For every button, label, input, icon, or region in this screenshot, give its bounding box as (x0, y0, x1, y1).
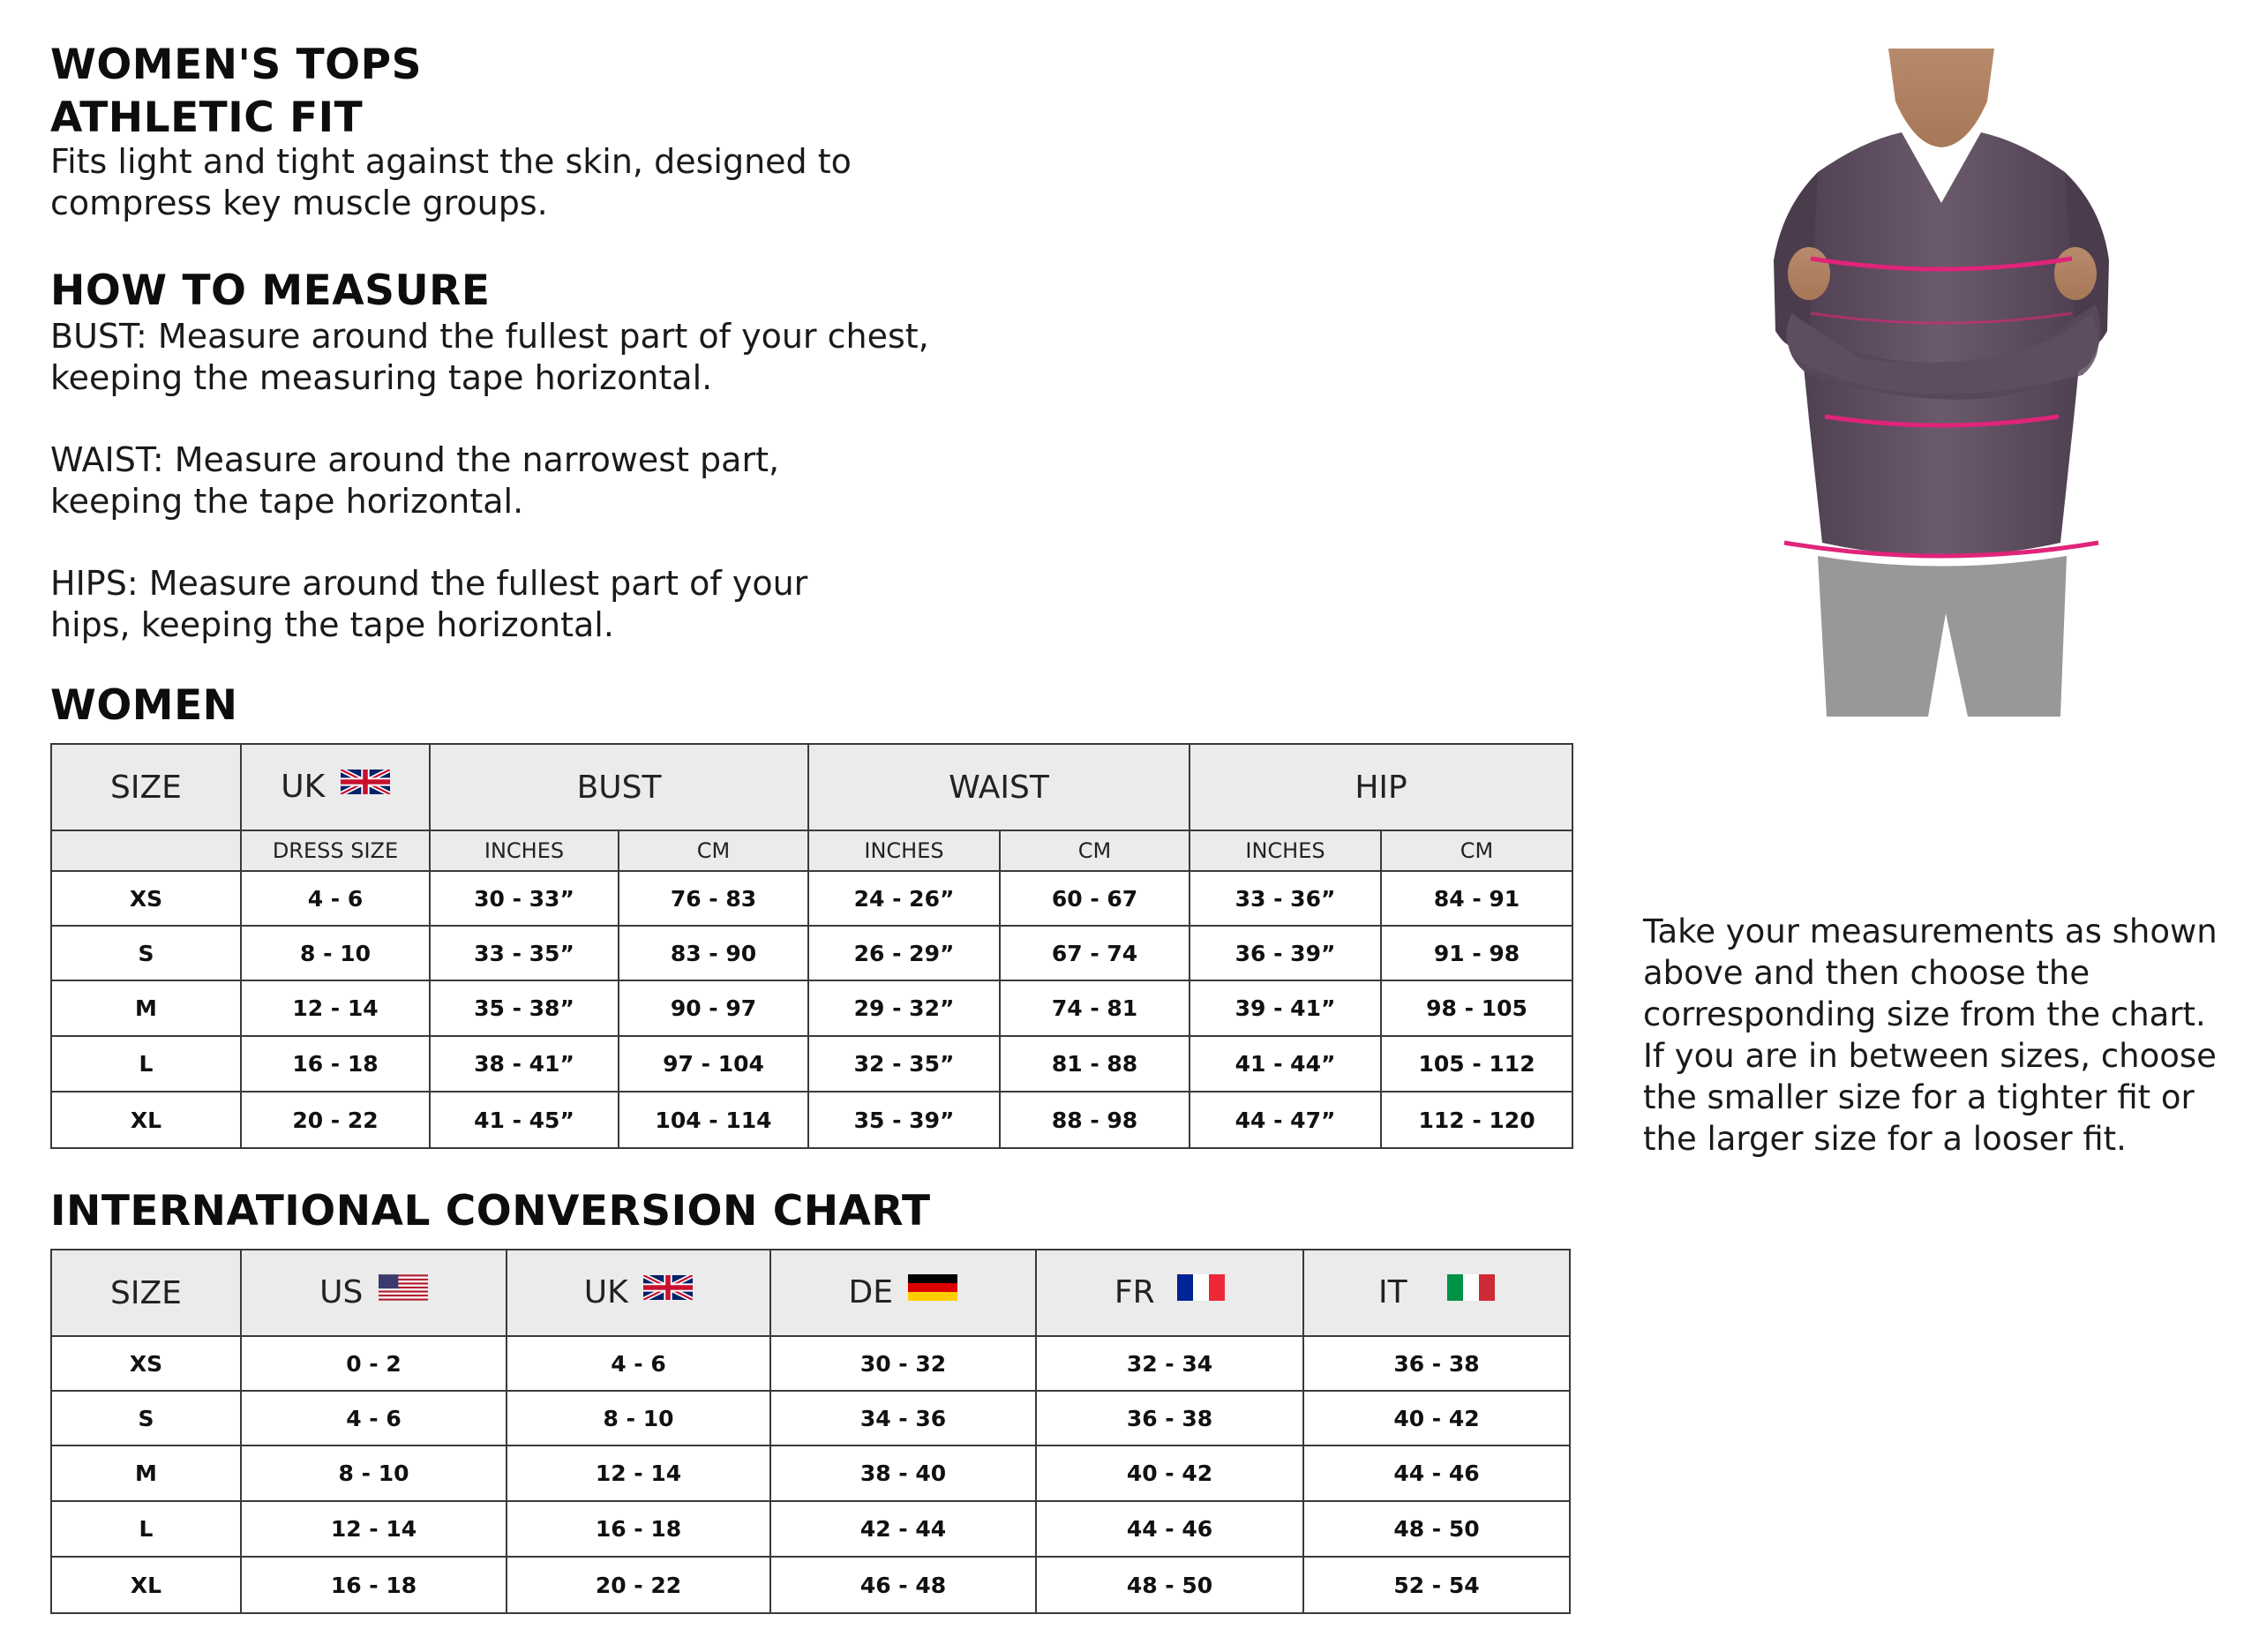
table-row (51, 1557, 1570, 1613)
title-line-2: ATHLETIC FIT (50, 94, 364, 142)
table-cell: XS (51, 1336, 241, 1391)
de-flag-icon (908, 1273, 957, 1309)
conv-header-de-label: DE (848, 1273, 893, 1310)
subheader-cell: CM (619, 830, 808, 871)
header-hip: HIP (1190, 744, 1572, 830)
conv-header-size: SIZE (51, 1250, 241, 1336)
subheader-cell: CM (1000, 830, 1190, 871)
table-cell: 38 - 41” (430, 1036, 619, 1092)
conv-header-it (1303, 1250, 1570, 1336)
table-row (51, 1501, 1570, 1557)
table-cell: 60 - 67 (1000, 871, 1190, 926)
header-bust: BUST (430, 744, 808, 830)
table-cell: 76 - 83 (619, 871, 808, 926)
table-row (51, 1336, 1570, 1391)
subheader-cell: INCHES (808, 830, 1000, 871)
table-cell: 26 - 29” (808, 926, 1000, 980)
conv-header-it-label: IT (1377, 1273, 1407, 1310)
conversion-table (50, 1249, 1571, 1614)
women-section-title: WOMEN (50, 681, 238, 730)
table-cell: XS (51, 871, 241, 926)
bust-instruction: BUST: Measure around the fullest part of your chest, keeping the measuring tape horizontal. (50, 317, 929, 397)
header-uk-label: UK (281, 768, 326, 805)
table-cell: 42 - 44 (770, 1501, 1036, 1557)
us-flag-icon (379, 1273, 428, 1309)
subheader-cell: INCHES (430, 830, 619, 871)
table-cell: 4 - 6 (241, 871, 430, 926)
title-line-1: WOMEN'S TOPS (50, 41, 422, 89)
table-cell: 91 - 98 (1381, 926, 1572, 980)
table-cell: 81 - 88 (1000, 1036, 1190, 1092)
subheader-cell: INCHES (1190, 830, 1381, 871)
table-cell: 90 - 97 (619, 980, 808, 1036)
table-row (51, 871, 1572, 926)
table-cell: 20 - 22 (241, 1092, 430, 1148)
table-row (51, 980, 1572, 1036)
fit-description: Fits light and tight against the skin, designed to compress key muscle groups. (50, 142, 852, 222)
conv-header-fr (1036, 1250, 1303, 1336)
conv-header-uk (507, 1250, 770, 1336)
table-cell: 36 - 38 (1036, 1391, 1303, 1446)
table-cell: 112 - 120 (1381, 1092, 1572, 1148)
table-cell: 12 - 14 (241, 980, 430, 1036)
table-cell: 74 - 81 (1000, 980, 1190, 1036)
hips-instruction: HIPS: Measure around the fullest part of your hips, keeping the tape horizontal. (50, 564, 808, 644)
table-cell: M (51, 1446, 241, 1501)
table-cell: 40 - 42 (1303, 1391, 1570, 1446)
table-cell: 20 - 22 (507, 1557, 770, 1613)
table-cell: 84 - 91 (1381, 871, 1572, 926)
table-row (51, 1092, 1572, 1148)
table-cell: 16 - 18 (241, 1036, 430, 1092)
table-cell: 48 - 50 (1303, 1501, 1570, 1557)
table-cell: 67 - 74 (1000, 926, 1190, 980)
table-row (51, 1446, 1570, 1501)
conversion-chart-title: INTERNATIONAL CONVERSION CHART (50, 1187, 931, 1235)
table-cell: 36 - 38 (1303, 1336, 1570, 1391)
table-cell: 48 - 50 (1036, 1557, 1303, 1613)
table-cell: 8 - 10 (507, 1391, 770, 1446)
how-to-measure-title: HOW TO MEASURE (50, 267, 491, 315)
table-cell: 98 - 105 (1381, 980, 1572, 1036)
it-flag-icon (1447, 1273, 1495, 1309)
conv-header-us (241, 1250, 507, 1336)
table-cell: 44 - 46 (1303, 1446, 1570, 1501)
table-cell: 104 - 114 (619, 1092, 808, 1148)
table-cell: 52 - 54 (1303, 1557, 1570, 1613)
table-cell: 30 - 32 (770, 1336, 1036, 1391)
conv-header-uk-label: UK (583, 1273, 628, 1310)
table-cell: 24 - 26” (808, 871, 1000, 926)
table-cell: 33 - 36” (1190, 871, 1381, 926)
table-cell: 41 - 45” (430, 1092, 619, 1148)
header-waist: WAIST (808, 744, 1190, 830)
conv-header-de (770, 1250, 1036, 1336)
model-measurement-figure (1756, 49, 2127, 717)
table-cell: XL (51, 1092, 241, 1148)
header-uk (241, 744, 430, 830)
page-title (50, 39, 422, 145)
women-size-table (50, 743, 1573, 1149)
waist-instruction: WAIST: Measure around the narrowest part, keeping the tape horizontal. (50, 440, 780, 521)
table-cell: 32 - 34 (1036, 1336, 1303, 1391)
table-cell: 88 - 98 (1000, 1092, 1190, 1148)
table-cell: 105 - 112 (1381, 1036, 1572, 1092)
table-cell: 12 - 14 (507, 1446, 770, 1501)
table-cell: 41 - 44” (1190, 1036, 1381, 1092)
table-cell: 44 - 46 (1036, 1501, 1303, 1557)
table-cell: S (51, 1391, 241, 1446)
table-cell: 4 - 6 (507, 1336, 770, 1391)
table-row (51, 1036, 1572, 1092)
table-cell: 32 - 35” (808, 1036, 1000, 1092)
table-cell: 97 - 104 (619, 1036, 808, 1092)
table-cell: 38 - 40 (770, 1446, 1036, 1501)
table-cell: 12 - 14 (241, 1501, 507, 1557)
table-cell: 83 - 90 (619, 926, 808, 980)
table-cell: 33 - 35” (430, 926, 619, 980)
conv-header-fr-label: FR (1114, 1273, 1155, 1310)
table-row (51, 926, 1572, 980)
table-row (51, 1391, 1570, 1446)
table-cell: 29 - 32” (808, 980, 1000, 1036)
table-cell: 40 - 42 (1036, 1446, 1303, 1501)
table-cell: 8 - 10 (241, 1446, 507, 1501)
subheader-cell: DRESS SIZE (241, 830, 430, 871)
table-cell: 8 - 10 (241, 926, 430, 980)
table-cell: 35 - 38” (430, 980, 619, 1036)
table-cell: XL (51, 1557, 241, 1613)
table-cell: L (51, 1036, 241, 1092)
conv-header-us-label: US (319, 1273, 364, 1310)
uk-flag-icon (643, 1273, 693, 1309)
table-cell: S (51, 926, 241, 980)
fr-flag-icon (1177, 1273, 1225, 1309)
uk-flag-icon (341, 767, 390, 803)
table-cell: M (51, 980, 241, 1036)
table-cell: 36 - 39” (1190, 926, 1381, 980)
table-cell: 30 - 33” (430, 871, 619, 926)
table-cell: L (51, 1501, 241, 1557)
table-cell: 34 - 36 (770, 1391, 1036, 1446)
table-cell: 16 - 18 (507, 1501, 770, 1557)
subheader-cell: CM (1381, 830, 1572, 871)
subheader-cell (51, 830, 241, 871)
measurement-note: Take your measurements as shown above and then choose the corresponding size from the chart. If you are in between sizes, choose the smaller size for a tighter fit or the larger size for a looser fit. (1643, 912, 2218, 1158)
table-cell: 44 - 47” (1190, 1092, 1381, 1148)
header-size: SIZE (51, 744, 241, 830)
table-cell: 35 - 39” (808, 1092, 1000, 1148)
table-cell: 16 - 18 (241, 1557, 507, 1613)
table-cell: 4 - 6 (241, 1391, 507, 1446)
table-cell: 0 - 2 (241, 1336, 507, 1391)
table-cell: 39 - 41” (1190, 980, 1381, 1036)
table-cell: 46 - 48 (770, 1557, 1036, 1613)
